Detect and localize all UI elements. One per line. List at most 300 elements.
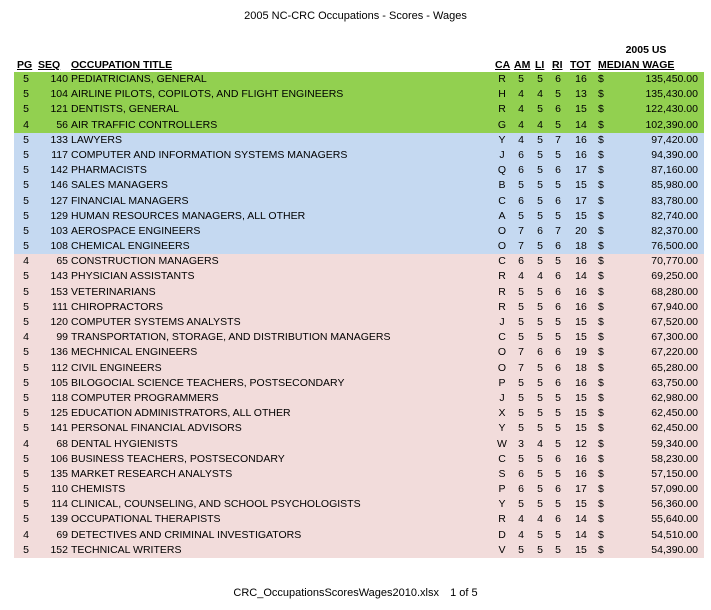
cell-occupation-title: DENTAL HYGIENISTS: [71, 437, 178, 450]
cell-ca: Y: [498, 133, 506, 146]
cell-am: 5: [518, 376, 524, 389]
cell-am: 5: [518, 498, 524, 511]
cell-ca: J: [499, 391, 505, 404]
cell-ca: V: [498, 543, 506, 556]
cell-currency: $: [598, 133, 604, 146]
cell-occupation-title: CHEMICAL ENGINEERS: [71, 240, 190, 253]
cell-pg: 5: [23, 391, 29, 404]
cell-median-wage: 82,370.00: [651, 224, 698, 237]
cell-tot: 16: [575, 133, 587, 146]
table-row: [14, 148, 704, 163]
cell-am: 4: [518, 270, 524, 283]
cell-seq: 105: [50, 376, 68, 389]
cell-ca: S: [498, 467, 506, 480]
cell-occupation-title: COMPUTER PROGRAMMERS: [71, 391, 219, 404]
cell-occupation-title: HUMAN RESOURCES MANAGERS, ALL OTHER: [71, 209, 306, 222]
cell-seq: 111: [52, 300, 68, 313]
table-row: [14, 254, 704, 269]
cell-li: 5: [537, 422, 543, 435]
cell-median-wage: 59,340.00: [651, 437, 698, 450]
cell-occupation-title: CHIROPRACTORS: [71, 300, 163, 313]
table-row: [14, 467, 704, 482]
cell-currency: $: [598, 300, 604, 313]
cell-tot: 15: [575, 498, 587, 511]
cell-li: 5: [537, 483, 543, 496]
header-am: AM: [514, 59, 531, 71]
cell-am: 4: [518, 118, 524, 131]
cell-occupation-title: CONSTRUCTION MANAGERS: [71, 255, 219, 268]
cell-li: 5: [537, 467, 543, 480]
footer-page-number: 1 of 5: [450, 587, 478, 599]
cell-currency: $: [598, 498, 604, 511]
cell-median-wage: 122,430.00: [645, 103, 698, 116]
cell-pg: 5: [23, 467, 29, 480]
cell-pg: 4: [23, 118, 29, 131]
cell-am: 6: [518, 148, 524, 161]
cell-ca: R: [498, 270, 506, 283]
cell-tot: 15: [575, 179, 587, 192]
cell-median-wage: 94,390.00: [651, 148, 698, 161]
cell-am: 6: [518, 467, 524, 480]
cell-currency: $: [598, 407, 604, 420]
cell-ca: G: [497, 118, 507, 131]
cell-li: 5: [537, 391, 543, 404]
cell-am: 6: [518, 255, 524, 268]
cell-currency: $: [598, 316, 604, 328]
cell-seq: 103: [50, 224, 68, 237]
cell-median-wage: 82,740.00: [651, 209, 698, 222]
table-row: [14, 528, 704, 543]
cell-currency: $: [598, 437, 604, 450]
cell-ri: 6: [555, 240, 561, 253]
cell-li: 4: [537, 270, 543, 283]
cell-seq: 129: [50, 209, 68, 222]
cell-ri: 5: [555, 437, 561, 450]
cell-ca: A: [498, 209, 506, 222]
cell-median-wage: 67,300.00: [651, 331, 698, 344]
cell-occupation-title: MARKET RESEARCH ANALYSTS: [71, 467, 233, 480]
cell-am: 4: [518, 528, 524, 541]
cell-ca: J: [499, 148, 505, 161]
cell-occupation-title: AIR TRAFFIC CONTROLLERS: [71, 118, 218, 131]
cell-li: 5: [537, 316, 543, 328]
cell-tot: 19: [575, 346, 587, 359]
cell-median-wage: 58,230.00: [651, 452, 698, 465]
cell-currency: $: [598, 73, 604, 85]
cell-am: 7: [518, 346, 524, 359]
cell-li: 5: [537, 452, 543, 465]
cell-occupation-title: MECHNICAL ENGINEERS: [71, 346, 198, 359]
cell-ri: 5: [555, 148, 561, 161]
cell-ca: R: [498, 73, 506, 85]
cell-ca: W: [497, 437, 507, 450]
cell-seq: 125: [50, 407, 68, 420]
cell-pg: 4: [23, 255, 29, 268]
cell-li: 5: [537, 255, 543, 268]
cell-pg: 5: [23, 483, 29, 496]
occupation-table: [14, 72, 704, 558]
cell-tot: 13: [575, 88, 587, 101]
table-row: [14, 391, 704, 406]
wage-header-top: 2005 US: [625, 44, 667, 56]
cell-occupation-title: PHARMACISTS: [71, 164, 147, 177]
cell-ri: 5: [555, 407, 561, 420]
cell-ri: 5: [555, 528, 561, 541]
cell-seq: 135: [50, 467, 68, 480]
cell-ca: C: [498, 194, 506, 207]
cell-median-wage: 67,220.00: [651, 346, 698, 359]
cell-ca: R: [498, 285, 506, 298]
cell-li: 5: [537, 300, 543, 313]
header-tot: TOT: [570, 59, 591, 71]
table-row: [14, 421, 704, 436]
cell-am: 3: [518, 437, 524, 450]
cell-am: 5: [518, 452, 524, 465]
cell-ri: 6: [555, 346, 561, 359]
cell-tot: 16: [575, 148, 587, 161]
cell-ca: O: [497, 346, 507, 359]
cell-currency: $: [598, 467, 604, 480]
cell-seq: 117: [51, 148, 68, 161]
cell-pg: 5: [23, 133, 29, 146]
cell-pg: 5: [23, 498, 29, 511]
cell-tot: 18: [575, 361, 587, 374]
cell-currency: $: [598, 103, 604, 116]
cell-tot: 14: [575, 118, 587, 131]
cell-li: 5: [537, 194, 543, 207]
cell-ri: 5: [555, 543, 561, 556]
cell-pg: 4: [23, 528, 29, 541]
table-row: [14, 497, 704, 512]
cell-seq: 143: [50, 270, 68, 283]
cell-seq: 104: [50, 88, 68, 101]
cell-occupation-title: AIRLINE PILOTS, COPILOTS, AND FLIGHT ENGINEERS: [71, 88, 344, 101]
cell-median-wage: 67,520.00: [651, 316, 698, 328]
cell-pg: 5: [23, 103, 29, 116]
table-row: [14, 87, 704, 102]
cell-seq: 136: [50, 346, 68, 359]
cell-pg: 5: [23, 422, 29, 435]
cell-ri: 6: [555, 483, 561, 496]
cell-currency: $: [598, 240, 604, 253]
cell-seq: 153: [50, 285, 68, 298]
cell-pg: 4: [23, 437, 29, 450]
cell-ri: 5: [555, 118, 561, 131]
cell-pg: 5: [23, 194, 29, 207]
table-row: [14, 239, 704, 254]
cell-am: 7: [518, 224, 524, 237]
cell-currency: $: [598, 209, 604, 222]
cell-li: 5: [537, 285, 543, 298]
cell-occupation-title: FINANCIAL MANAGERS: [71, 194, 189, 207]
cell-occupation-title: DETECTIVES AND CRIMINAL INVESTIGATORS: [71, 528, 302, 541]
cell-li: 5: [537, 148, 543, 161]
cell-ca: O: [497, 361, 507, 374]
cell-seq: 146: [50, 179, 68, 192]
cell-li: 5: [537, 407, 543, 420]
cell-tot: 16: [575, 452, 587, 465]
cell-pg: 5: [23, 148, 29, 161]
cell-tot: 12: [575, 437, 587, 450]
table-row: [14, 209, 704, 224]
cell-tot: 15: [575, 103, 587, 116]
cell-occupation-title: BUSINESS TEACHERS, POSTSECONDARY: [71, 452, 285, 465]
cell-tot: 17: [575, 483, 587, 496]
cell-li: 5: [537, 543, 543, 556]
cell-occupation-title: LAWYERS: [71, 133, 122, 146]
table-row: [14, 482, 704, 497]
cell-pg: 5: [23, 513, 29, 526]
cell-seq: 110: [51, 483, 68, 496]
table-row: [14, 452, 704, 467]
cell-occupation-title: PHYSICIAN ASSISTANTS: [71, 270, 195, 283]
table-row: [14, 361, 704, 376]
cell-tot: 16: [575, 73, 587, 85]
cell-li: 6: [537, 346, 543, 359]
cell-am: 5: [518, 331, 524, 344]
cell-median-wage: 87,160.00: [651, 164, 698, 177]
table-row: [14, 512, 704, 527]
cell-am: 5: [518, 316, 524, 328]
cell-ca: R: [498, 103, 506, 116]
cell-pg: 5: [23, 346, 29, 359]
cell-li: 4: [537, 88, 543, 101]
cell-ca: Q: [497, 164, 507, 177]
table-row: [14, 543, 704, 558]
cell-median-wage: 54,390.00: [651, 543, 698, 556]
cell-occupation-title: CIVIL ENGINEERS: [71, 361, 162, 374]
cell-median-wage: 76,500.00: [651, 240, 698, 253]
cell-am: 7: [518, 361, 524, 374]
cell-occupation-title: PERSONAL FINANCIAL ADVISORS: [71, 422, 242, 435]
cell-ri: 5: [555, 391, 561, 404]
cell-ri: 7: [555, 224, 561, 237]
cell-ri: 6: [555, 194, 561, 207]
cell-am: 5: [518, 179, 524, 192]
cell-am: 5: [518, 391, 524, 404]
header-seq: SEQ: [38, 59, 61, 71]
cell-occupation-title: PEDIATRICIANS, GENERAL: [71, 73, 207, 85]
cell-li: 5: [537, 240, 543, 253]
cell-ri: 6: [555, 376, 561, 389]
cell-occupation-title: EDUCATION ADMINISTRATORS, ALL OTHER: [71, 407, 291, 420]
cell-li: 5: [537, 498, 543, 511]
cell-seq: 65: [56, 255, 68, 268]
cell-pg: 5: [23, 543, 29, 556]
cell-occupation-title: CHEMISTS: [71, 483, 126, 496]
cell-ca: Y: [498, 498, 506, 511]
cell-ri: 5: [555, 467, 561, 480]
header-median-wage: MEDIAN WAGE: [598, 59, 675, 71]
cell-li: 4: [537, 437, 543, 450]
cell-median-wage: 65,280.00: [651, 361, 698, 374]
cell-li: 5: [537, 133, 543, 146]
cell-li: 5: [537, 331, 543, 344]
cell-am: 7: [518, 240, 524, 253]
cell-am: 5: [518, 543, 524, 556]
cell-ri: 5: [555, 88, 561, 101]
cell-ca: B: [498, 179, 506, 192]
cell-currency: $: [598, 118, 604, 131]
cell-seq: 106: [50, 452, 68, 465]
cell-ca: O: [497, 240, 507, 253]
cell-ri: 5: [555, 422, 561, 435]
cell-pg: 5: [23, 316, 29, 328]
cell-tot: 16: [575, 300, 587, 313]
cell-occupation-title: COMPUTER AND INFORMATION SYSTEMS MANAGERS: [71, 148, 348, 161]
cell-median-wage: 57,150.00: [651, 467, 698, 480]
cell-ri: 5: [555, 179, 561, 192]
cell-am: 6: [518, 164, 524, 177]
cell-tot: 15: [575, 391, 587, 404]
cell-seq: 68: [56, 437, 68, 450]
cell-currency: $: [598, 513, 604, 526]
cell-occupation-title: COMPUTER SYSTEMS ANALYSTS: [71, 316, 241, 328]
cell-ca: P: [498, 376, 506, 389]
header-li: LI: [535, 59, 545, 71]
cell-seq: 118: [51, 391, 68, 404]
cell-median-wage: 55,640.00: [651, 513, 698, 526]
footer-filename: CRC_OccupationsScoresWages2010.xlsx: [233, 587, 440, 599]
cell-currency: $: [598, 452, 604, 465]
cell-currency: $: [598, 194, 604, 207]
cell-tot: 16: [575, 376, 587, 389]
cell-li: 5: [537, 164, 543, 177]
cell-tot: 14: [575, 513, 587, 526]
table-row: [14, 300, 704, 315]
table-row: [14, 345, 704, 360]
table-row: [14, 72, 704, 87]
cell-median-wage: 57,090.00: [651, 483, 698, 496]
cell-pg: 5: [23, 407, 29, 420]
cell-ri: 5: [555, 498, 561, 511]
cell-occupation-title: CLINICAL, COUNSELING, AND SCHOOL PSYCHOLOGISTS: [71, 498, 361, 511]
cell-tot: 18: [575, 240, 587, 253]
cell-am: 5: [518, 285, 524, 298]
cell-median-wage: 102,390.00: [645, 118, 698, 131]
table-row: [14, 437, 704, 452]
table-row: [14, 330, 704, 345]
cell-ri: 6: [555, 103, 561, 116]
cell-currency: $: [598, 164, 604, 177]
cell-currency: $: [598, 391, 604, 404]
cell-ri: 6: [555, 270, 561, 283]
cell-seq: 69: [56, 528, 68, 541]
header-ri: RI: [552, 59, 563, 71]
cell-tot: 20: [575, 224, 587, 237]
cell-currency: $: [598, 255, 604, 268]
cell-ri: 6: [555, 300, 561, 313]
cell-tot: 15: [575, 209, 587, 222]
cell-median-wage: 97,420.00: [651, 133, 698, 146]
cell-ri: 6: [555, 164, 561, 177]
cell-am: 5: [518, 209, 524, 222]
cell-pg: 5: [23, 209, 29, 222]
cell-ca: R: [498, 300, 506, 313]
cell-am: 4: [518, 103, 524, 116]
cell-li: 5: [537, 361, 543, 374]
cell-li: 5: [537, 528, 543, 541]
cell-currency: $: [598, 483, 604, 496]
cell-seq: 56: [56, 118, 68, 131]
cell-seq: 142: [50, 164, 68, 177]
cell-median-wage: 70,770.00: [651, 255, 698, 268]
cell-currency: $: [598, 270, 604, 283]
cell-median-wage: 85,980.00: [651, 179, 698, 192]
cell-seq: 127: [50, 194, 68, 207]
cell-seq: 152: [50, 543, 68, 556]
cell-am: 4: [518, 88, 524, 101]
cell-ri: 6: [555, 73, 561, 85]
cell-seq: 140: [50, 73, 68, 85]
cell-pg: 4: [23, 331, 29, 344]
cell-am: 5: [518, 73, 524, 85]
cell-ca: X: [498, 407, 506, 420]
cell-tot: 14: [575, 528, 587, 541]
header-ca: CA: [495, 59, 511, 71]
cell-occupation-title: DENTISTS, GENERAL: [71, 103, 179, 116]
cell-am: 6: [518, 194, 524, 207]
table-row: [14, 285, 704, 300]
cell-ca: D: [498, 528, 506, 541]
table-row: [14, 376, 704, 391]
table-row: [14, 133, 704, 148]
cell-occupation-title: TECHNICAL WRITERS: [71, 543, 182, 556]
cell-li: 5: [537, 209, 543, 222]
cell-currency: $: [598, 285, 604, 298]
cell-tot: 17: [575, 194, 587, 207]
cell-ri: 6: [555, 452, 561, 465]
cell-occupation-title: VETERINARIANS: [71, 285, 156, 298]
cell-currency: $: [598, 331, 604, 344]
table-row: [14, 163, 704, 178]
cell-seq: 108: [50, 240, 68, 253]
cell-pg: 5: [23, 88, 29, 101]
page-footer: [0, 587, 711, 599]
cell-li: 4: [537, 513, 543, 526]
cell-tot: 17: [575, 164, 587, 177]
cell-median-wage: 83,780.00: [651, 194, 698, 207]
cell-ca: J: [499, 316, 505, 328]
cell-median-wage: 56,360.00: [651, 498, 698, 511]
cell-am: 6: [518, 483, 524, 496]
cell-seq: 141: [50, 422, 68, 435]
header-pg: PG: [17, 59, 33, 71]
table-row: [14, 102, 704, 117]
table-row: [14, 178, 704, 193]
cell-ca: C: [498, 255, 506, 268]
cell-seq: 112: [51, 361, 68, 374]
cell-seq: 114: [51, 498, 68, 511]
table-row: [14, 194, 704, 209]
cell-occupation-title: SALES MANAGERS: [71, 179, 168, 192]
cell-tot: 15: [575, 331, 587, 344]
cell-ri: 5: [555, 255, 561, 268]
cell-ca: O: [497, 224, 507, 237]
cell-seq: 133: [50, 133, 68, 146]
cell-ca: C: [498, 331, 506, 344]
cell-tot: 15: [575, 543, 587, 556]
cell-occupation-title: OCCUPATIONAL THERAPISTS: [71, 513, 221, 526]
cell-ca: Y: [498, 422, 506, 435]
cell-pg: 5: [23, 376, 29, 389]
cell-tot: 15: [575, 422, 587, 435]
cell-pg: 5: [23, 270, 29, 283]
cell-currency: $: [598, 179, 604, 192]
cell-pg: 5: [23, 164, 29, 177]
cell-median-wage: 62,980.00: [651, 391, 698, 404]
cell-seq: 139: [50, 513, 68, 526]
